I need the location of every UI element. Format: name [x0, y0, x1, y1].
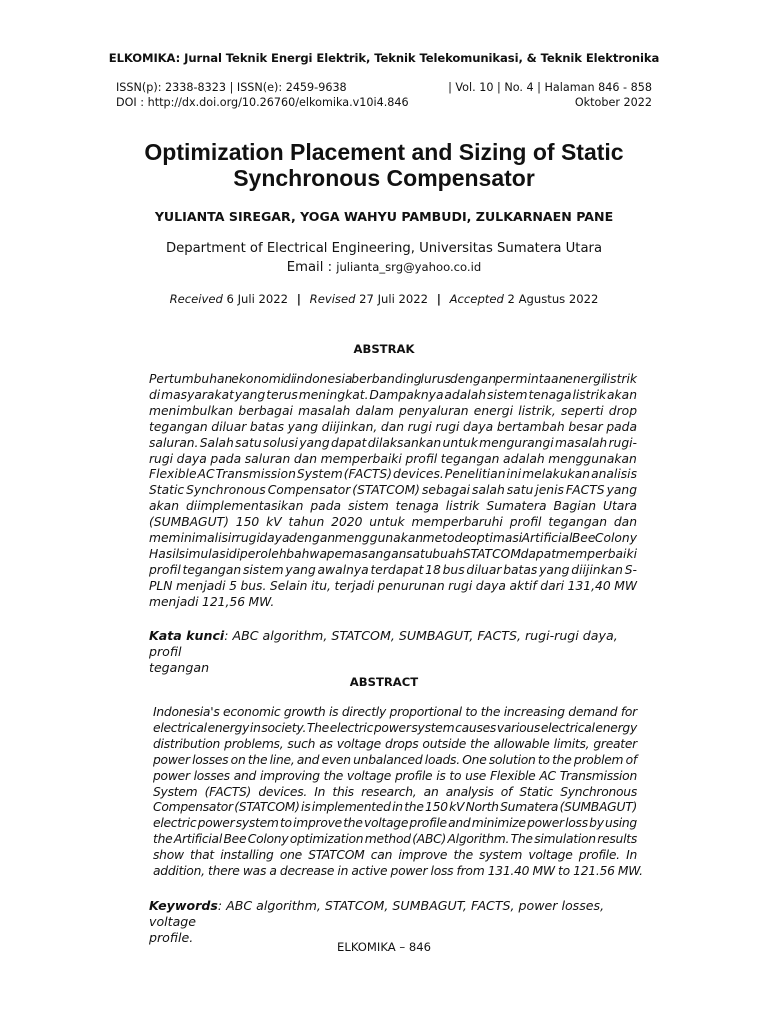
date-separator: | [436, 292, 441, 306]
abstract-line: electric power system to improve the voltage profile and minimize power loss by using [153, 816, 637, 831]
kata-kunci-list-cont: tegangan [149, 660, 210, 675]
submission-dates [0, 292, 768, 306]
keywords-label: Keywords [149, 898, 218, 913]
volume-info: | Vol. 10 | No. 4 | Halaman 846 - 858 [448, 81, 652, 94]
journal-name: ELKOMIKA: Jurnal Teknik Energi Elektrik, Teknik Telekomunikasi, & Teknik Elektronika [108, 51, 660, 65]
paper-title-line: Synchronous Compensator [233, 165, 535, 191]
abstract-line: meminimalisir rugi daya dengan menggunakan metode optimasi Artificial Bee Colony [149, 531, 637, 546]
abstract-line: saluran. Salah satu solusi yang dapat dilaksankan untuk mengurangi masalah rugi- [149, 435, 637, 450]
email-line [0, 260, 768, 275]
abstract-line: Pertumbuhan ekonomi di indonesia berbanding lurus dengan permintaan energi listrik [149, 372, 637, 386]
abstract-line: akan diimplementasikan pada sistem tenaga listrik Sumatera Bagian Utara [149, 499, 637, 514]
abstrak-heading: ABSTRAK [353, 342, 415, 356]
revised-date: 27 Juli 2022 [355, 292, 428, 306]
issn-volume-row [116, 81, 652, 94]
page-footer: ELKOMIKA – 846 [337, 940, 431, 954]
doi-date-row [116, 96, 652, 109]
revised-label: Revised [309, 292, 356, 306]
affiliation: Department of Electrical Engineering, Universitas Sumatera Utara [165, 241, 603, 256]
doi-link[interactable]: DOI : http://dx.doi.org/10.26760/elkomika.v10i4.846 [116, 96, 409, 109]
keywords [149, 898, 639, 946]
abstract-line: menimbulkan berbagai masalah dalam penyaluran energi listrik, seperti drop [149, 403, 637, 418]
abstract-line: (SUMBAGUT) 150 kV tahun 2020 untuk memperbaruhi profil tegangan dan [149, 515, 637, 530]
abstract-line: Hasil simulasi diperoleh bahwa pemasangan satu buah STATCOM dapat memperbaiki [149, 546, 637, 561]
paper-title-line: Optimization Placement and Sizing of Static [144, 139, 624, 165]
abstract-line: System (FACTS) devices. In this research, an analysis of Static Synchronous [153, 784, 637, 799]
issue-date: Oktober 2022 [574, 96, 652, 109]
date-separator: | [296, 292, 301, 306]
abstract-line: di masyarakat yang terus meningkat. Dampaknya adalah sistem tenaga listrik akan [149, 387, 637, 402]
abstract-line: show that installing one STATCOM can improve the system voltage profile. In [153, 848, 637, 863]
abstract-heading: ABSTRACT [349, 675, 419, 689]
keywords-list-cont: profile. [149, 930, 194, 945]
abstract-line: PLN menjadi 5 bus. Selain itu, terjadi penurunan rugi daya aktif dari 131,40 MW [149, 578, 637, 593]
kata-kunci-list: : ABC algorithm, STATCOM, SUMBAGUT, FACTS, rugi-rugi daya, profil [149, 628, 618, 659]
paper-title [0, 139, 768, 191]
abstract-line: Flexible AC Transmission System (FACTS) devices. Penelitian ini melakukan analisis [149, 467, 637, 482]
issn-text: ISSN(p): 2338-8323 | ISSN(e): 2459-9638 [116, 81, 347, 94]
abstract-body [153, 705, 643, 880]
email-label: Email : [286, 260, 337, 275]
abstract-line: electrical energy in society. The electric power system causes various electrical energy [153, 720, 637, 735]
abstract-line: distribution problems, such as voltage drops outside the allowable limits, greater [153, 736, 637, 751]
email-address[interactable]: julianta_srg@yahoo.co.id [336, 260, 482, 274]
abstract-line: power losses and improving the voltage profile is to use Flexible AC Transmission [153, 768, 637, 783]
accepted-date: 2 Agustus 2022 [503, 292, 599, 306]
kata-kunci [149, 628, 639, 676]
keywords-list: : ABC algorithm, STATCOM, SUMBAGUT, FACTS, power losses, voltage [149, 898, 605, 929]
received-date: 6 Juli 2022 [222, 292, 289, 306]
abstract-line: addition, there was a decrease in active power loss from 131.40 MW to 121.56 MW. [153, 864, 643, 879]
abstrak-body [149, 372, 637, 611]
abstract-line: the Artificial Bee Colony optimization method (ABC) Algorithm. The simulation results [153, 832, 637, 847]
abstract-line: power losses on the line, and even unbalanced loads. One solution to the problem of [153, 752, 637, 767]
kata-kunci-label: Kata kunci [149, 628, 225, 643]
abstract-line: Indonesia's economic growth is directly proportional to the increasing demand for [153, 705, 637, 719]
abstract-line: Static Synchronous Compensator (STATCOM) sebagai salah satu jenis FACTS yang [149, 483, 637, 498]
abstract-line: Compensator (STATCOM) is implemented in the 150 kV North Sumatera (SUMBAGUT) [153, 800, 637, 815]
abstract-line: menjadi 121,56 MW. [149, 594, 275, 609]
accepted-label: Accepted [449, 292, 504, 306]
authors: YULIANTA SIREGAR, YOGA WAHYU PAMBUDI, ZULKARNAEN PANE [154, 209, 614, 224]
abstract-line: profil tegangan sistem yang awalnya terdapat 18 bus diluar batas yang diijinkan S- [149, 562, 637, 577]
received-label: Received [169, 292, 223, 306]
abstract-line: rugi daya pada saluran dan memperbaiki profil tegangan adalah menggunakan [149, 451, 637, 466]
abstract-line: tegangan diluar batas yang diijinkan, dan rugi rugi daya bertambah besar pada [149, 419, 637, 434]
